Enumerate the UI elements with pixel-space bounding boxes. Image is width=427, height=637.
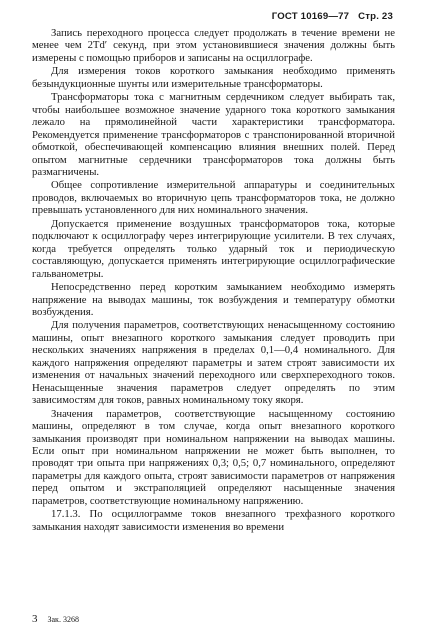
paragraph: Общее сопротивление измерительной аппаратуры и соединительных проводов, включаемых во вторичную цепь трансформаторов тока, не должно превышать установленного для них номинального значения. — [32, 179, 395, 217]
page-label: Стр. 23 — [358, 11, 393, 22]
footer-order: Зак. 3268 — [47, 615, 79, 624]
body-text — [32, 27, 395, 534]
paragraph: Для получения параметров, соответствующих ненасыщенному состоянию машины, опыт внезапного короткого замыкания следует проводить при нескольких значениях напряжения в пределах 0,1—0,4 номинального. Для каждого напряжения определяют параметры и затем строят зависимости их изменения от начальных значений переходного или сверхпереходного токов. Ненасыщенные значения параметров следует определять по этим зависимостям для токов, равных номинальному току якоря. — [32, 319, 395, 407]
paragraph: Непосредственно перед коротким замыканием необходимо измерять напряжение на выводах машины, ток возбуждения и температуру обмотки возбуждения. — [32, 281, 395, 318]
paragraph: Для измерения токов короткого замыкания необходимо применять безындукционные шунты или измерительные трансформаторы. — [32, 65, 395, 90]
standard-code: ГОСТ 10169—77 — [271, 11, 350, 22]
paragraph: Значения параметров, соответствующие насыщенному состоянию машины, определяют в том случае, когда опыт внезапного короткого замыкания производят при номинальном напряжении на выводах машины. Если опыт при номинальном напряжении не может быть выполнен, то проводят три опыта при напряжениях 0,3; 0,5; 0,7 номинального, определяют параметры для каждого опыта, строят зависимости параметров от напряжения перед опытом и экстраполяцией определяют насыщенные значения параметров, соответствующие номинальному напряжению. — [32, 407, 395, 507]
paragraph: Трансформаторы тока с магнитным сердечником следует выбирать так, чтобы наибольшее возможное значение ударного тока короткого замыкания лежало на прямолинейной части характеристики трансформатора. Рекомендуется применение трансформаторов с транспонированной вторичной обмоткой, обеспечивающей компенсацию влияния внешних полей. Перед опытом магнитные сердечники трансформаторов тока должны быть размагничены. — [32, 91, 395, 178]
paragraph: Допускается применение воздушных трансформаторов тока, которые подключают к осциллографу через интегрирующие усилители. В тех случаях, когда требуется определять только ударный ток и периодическую составляющую, допускается применять интегрирующие осциллографические гальванометры. — [32, 217, 395, 280]
page-header — [266, 11, 393, 22]
paragraph: 17.1.3. По осциллограмме токов внезапного трехфазного короткого замыкания находят зависимости изменения во времени — [32, 508, 395, 533]
footer-page-number: 3 — [32, 613, 38, 625]
paragraph: Запись переходного процесса следует продолжать в течение времени не менее чем 2Tdʹ секунд, при этом установившиеся значения должны быть измерены с помощью приборов и записаны на осциллографе. — [32, 27, 395, 64]
page-footer — [32, 613, 79, 625]
